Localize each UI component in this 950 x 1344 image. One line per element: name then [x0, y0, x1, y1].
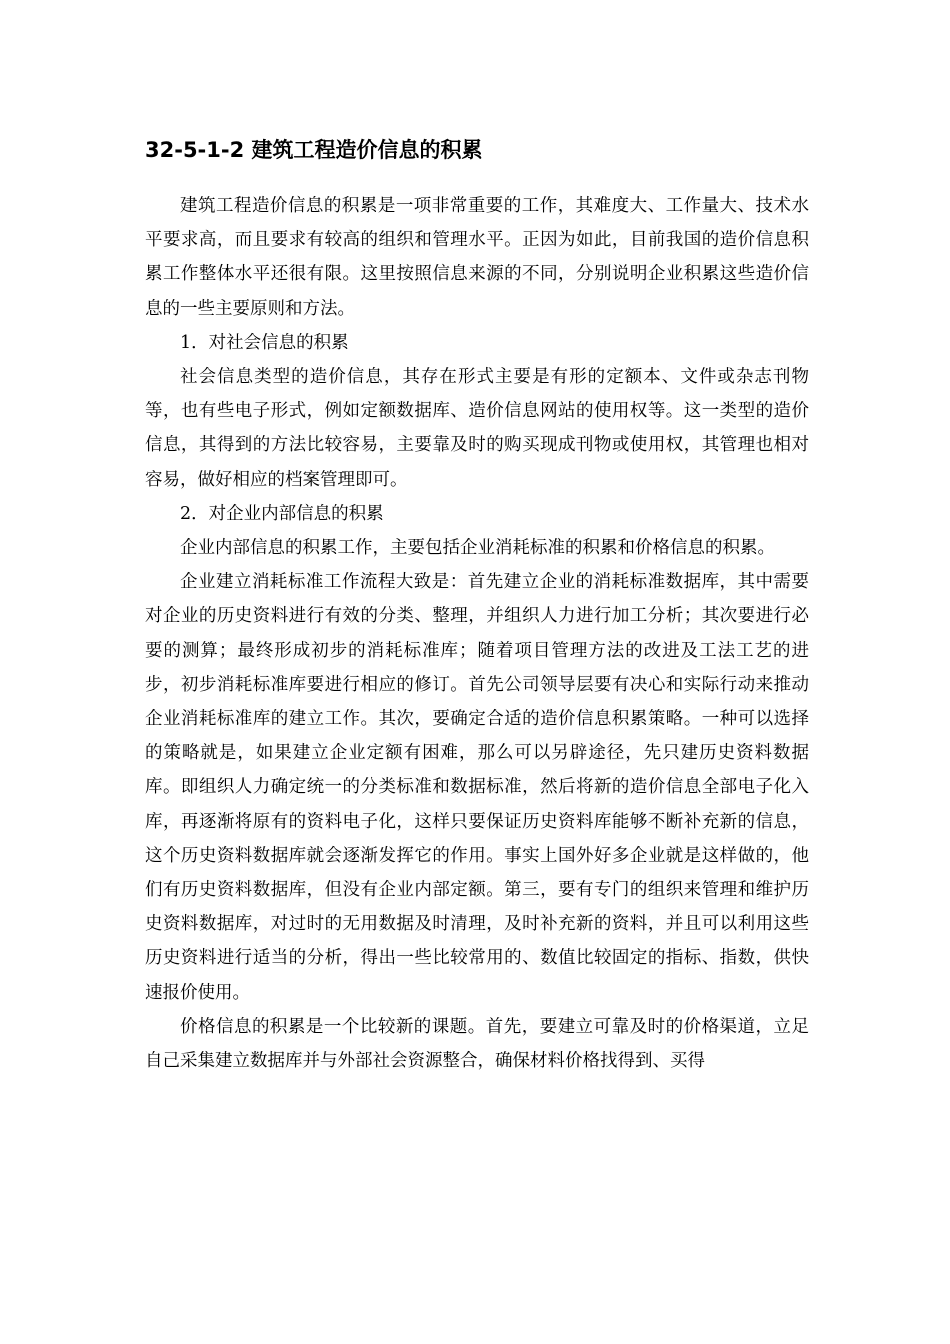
subheading-internal-info: 2．对企业内部信息的积累 — [180, 503, 384, 524]
internal-info-paragraph: 企业内部信息的积累工作，主要包括企业消耗标准的积累和价格信息的积累。 — [180, 538, 775, 559]
price-info-paragraph: 价格信息的积累是一个比较新的课题。首先，要建立可靠及时的价格渠道，立足自己采集建立数据库并与外部社会资源整合，确保材料价格找得到、买得 — [145, 1016, 809, 1072]
intro-paragraph: 建筑工程造价信息的积累是一项非常重要的工作，其难度大、工作量大、技术水平要求高，而且要求有较高的组织和管理水平。正因为如此，目前我国的造价信息积累工作整体水平还很有限。这里按照信息来源的不同，分别说明企业积累这些造价信息的一些主要原则和方法。 — [145, 196, 809, 319]
subheading-social-info: 1．对社会信息的积累 — [180, 332, 349, 353]
document-body — [145, 132, 809, 1078]
social-info-paragraph: 社会信息类型的造价信息，其存在形式主要是有形的定额本、文件或杂志刊物等，也有些电子形式，例如定额数据库、造价信息网站的使用权等。这一类型的造价信息，其得到的方法比较容易，主要靠及时的购买现成刊物或使用权，其管理也相对容易，做好相应的档案管理即可。 — [145, 367, 809, 490]
consumption-standard-paragraph: 企业建立消耗标准工作流程大致是：首先建立企业的消耗标准数据库，其中需要对企业的历史资料进行有效的分类、整理，并组织人力进行加工分析；其次要进行必要的测算；最终形成初步的消耗标准库；随着项目管理方法的改进及工法工艺的进步，初步消耗标准库要进行相应的修订。首先公司领导层要有决心和实际行动来推动企业消耗标准库的建立工作。其次，要确定合适的造价信息积累策略。一种可以选择的策略就是，如果建立企业定额有困难，那么可以另辟途径，先只建历史资料数据库。即组织人力确定统一的分类标准和数据标准，然后将新的造价信息全部电子化入库，再逐渐将原有的资料电子化，这样只要保证历史资料库能够不断补充新的信息，这个历史资料数据库就会逐渐发挥它的作用。事实上国外好多企业就是这样做的，他们有历史资料数据库，但没有企业内部定额。第三，要有专门的组织来管理和维护历史资料数据库，对过时的无用数据及时清理，及时补充新的资料，并且可以利用这些历史资料进行适当的分析，得出一些比较常用的、数值比较固定的指标、指数，供快速报价使用。 — [145, 572, 809, 1003]
section-title: 32-5-1-2 建筑工程造价信息的积累 — [145, 138, 483, 162]
